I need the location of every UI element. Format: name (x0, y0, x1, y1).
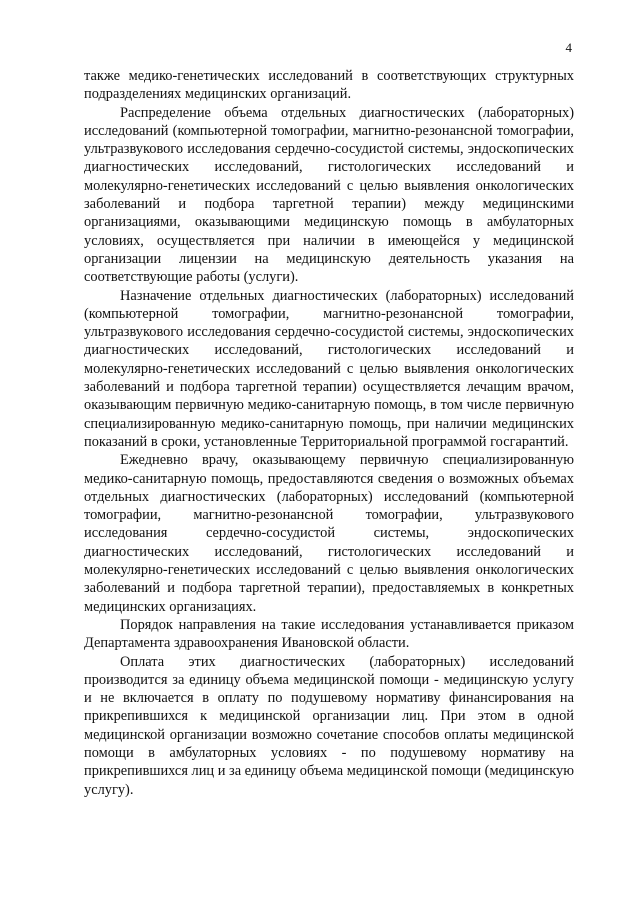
page-number: 4 (565, 40, 572, 55)
paragraph-referral-procedure: Порядок направления на такие исследования устанавливается приказом Департамента здравоохранения Ивановской области. (84, 616, 574, 652)
document-body (84, 67, 574, 799)
paragraph-payment: Оплата этих диагностических (лабораторных) исследований производится за единицу объема медицинской помощи - медицинскую услугу и не включается в оплату по подушевому нормативу финансирования на прикрепившихся к медицинской организации лиц. При этом в одной медицинской организации возможно сочетание способов оплаты медицинской помощи в амбулаторных условиях - по подушевому нормативу на прикрепившихся лиц и за единицу объема медицинской помощи (медицинскую услугу). (84, 653, 575, 798)
paragraph-prescription: Назначение отдельных диагностических (лабораторных) исследований (компьютерной томографии, магнитно-резонансной томографии, ультразвукового исследования сердечно-сосудистой системы, эндоскопических диагностических исследований, гистологических исследований и молекулярно-генетических исследований с целью выявления онкологических заболеваний и подбора таргетной терапии) осуществляется лечащим врачом, оказывающим первичную медико-санитарную помощь, в том числе первичную специализированную медико-санитарную помощь, при наличии медицинских показаний в сроки, установленные Территориальной программой госгарантий. (84, 287, 574, 450)
paragraph-distribution-of-volume: Распределение объема отдельных диагностических (лабораторных) исследований (компьютерной томографии, магнитно-резонансной томографии, ультразвукового исследования сердечно-сосудистой системы, эндоскопических диагностических исследований, гистологических исследований и молекулярно-генетических исследований с целью выявления онкологических заболеваний и подбора таргетной терапии) между медицинскими организациями, оказывающими медицинскую помощь в амбулаторных условиях, осуществляется при наличии в имеющейся у медицинской организации лицензии на медицинскую деятельность указания на соответствующие работы (услуги). (84, 104, 574, 286)
paragraph-continuation: также медико-генетических исследований в соответствующих структурных подразделениях медицинских организаций. (84, 68, 574, 103)
paragraph-daily-information: Ежедневно врачу, оказывающему первичную специализированную медико-санитарную помощь, предоставляются сведения о возможных объемах отдельных диагностических (лабораторных) исследований (компьютерной томографии, магнитно-резонансной томографии, ультразвукового исследования сердечно-сосудистой системы, эндоскопических диагностических исследований, гистологических исследований и молекулярно-генетических исследований с целью выявления онкологических заболеваний и подбора таргетной терапии), предоставляемых в конкретных медицинских организациях. (84, 452, 574, 615)
